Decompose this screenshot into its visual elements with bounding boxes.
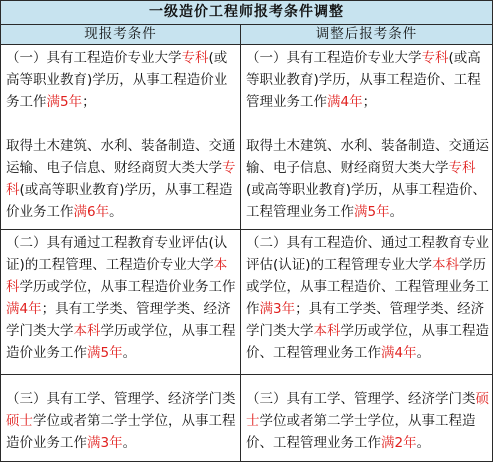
adjusted-condition-1: [241, 45, 493, 230]
adjusted-condition-3: （三）具有工学、管理学、经济学门类硕士学位或者第二学士学位，从事工程造价、工程管理业务工作满2年。: [241, 375, 493, 462]
adjusted-condition-2: （二）具有工程造价、通过工程教育专业评估(认证)的工程管理专业大学本科学历或学位，从事工程造价、工程管理业务工作满3年；具有工学类、管理学类、经济学门类大学本科学历或学位，从事工程造价、工程管理业务工作满4年。: [241, 230, 493, 375]
header-current: 现报考条件: [1, 25, 241, 45]
table-title: 一级造价工程师报考条件调整: [1, 1, 493, 25]
current-condition-1-part-1: （一）具有工程造价专业大学专科(或高等职业教育)学历，从事工程造价业务工作满5年；: [6, 50, 228, 110]
header-adjusted: 调整后报考条件: [241, 25, 493, 45]
current-condition-1-part-2: 取得土木建筑、水利、装备制造、交通运输、电子信息、财经商贸大类大学专科(或高等职业教育)学历，从事工程造价业务工作满6年。: [6, 138, 236, 220]
table-row: [1, 375, 493, 462]
current-condition-1: [1, 45, 241, 230]
table-row: [1, 230, 493, 375]
current-condition-2: （二）具有通过工程教育专业评估(认证)的工程管理、工程造价专业大学本科学历或学位，从事工程造价业务工作满4年；具有工学类、管理学类、经济学门类大学本科学历或学位，从事工程造价业务工作满5年。: [1, 230, 241, 375]
adjusted-condition-1-part-1: （一）具有工程造价专业大学专科(或高等职业教育)学历，从事工程造价、工程管理业务工作满4年；: [246, 50, 481, 110]
current-condition-3: （三）具有工学、管理学、经济学门类硕士学位或者第二学士学位，从事工程造价业务工作满3年。: [1, 375, 241, 462]
table-row: [1, 45, 493, 230]
adjusted-condition-1-part-2: 取得土木建筑、水利、装备制造、交通运输、电子信息、财经商贸大类大学专科(或高等职业教育)学历，从事工程造价、工程管理业务工作满5年。: [246, 138, 489, 220]
